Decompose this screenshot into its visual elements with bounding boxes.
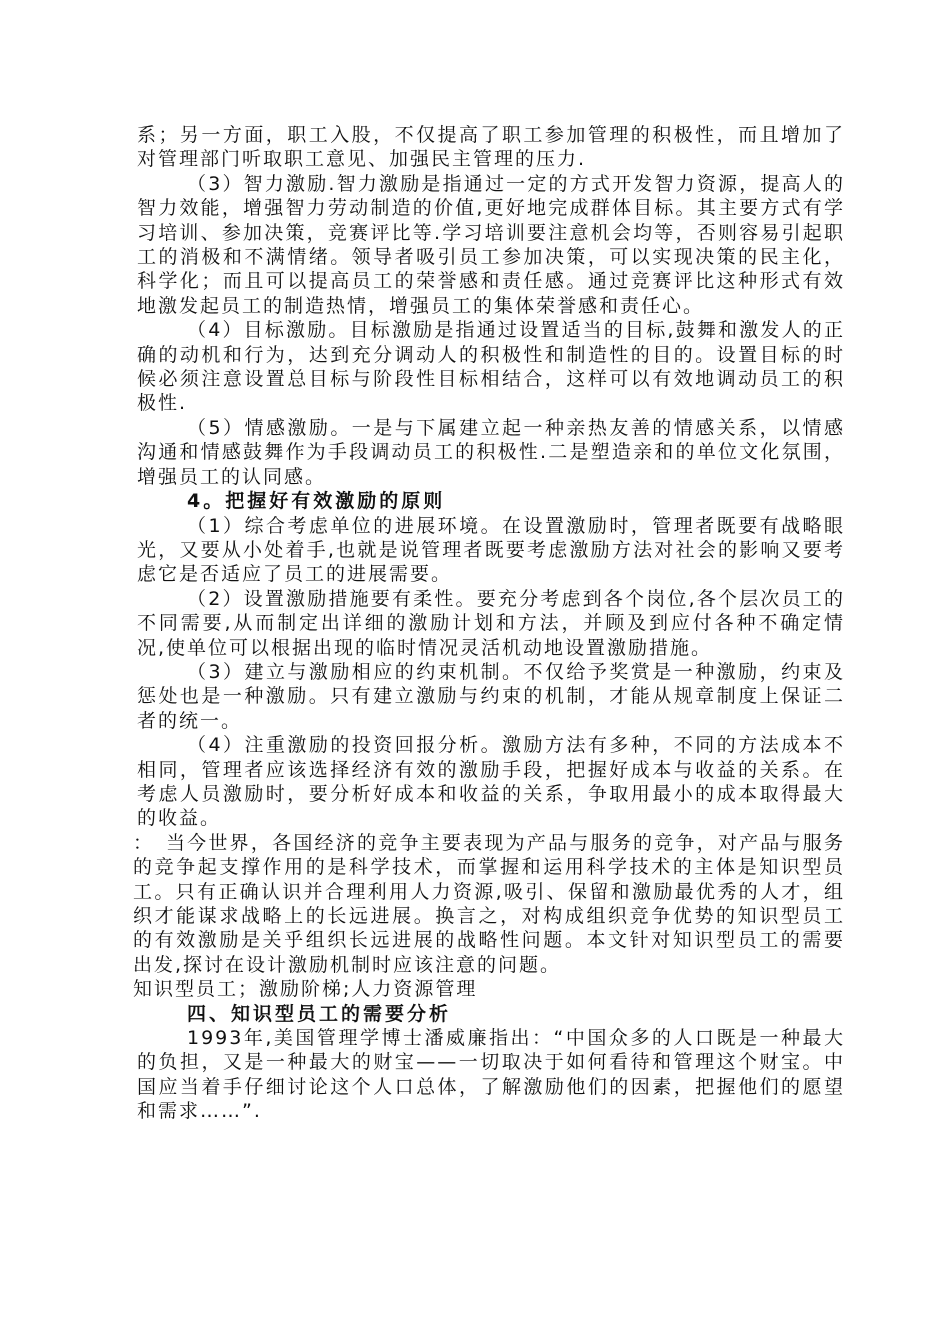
paragraph-principle-environment: （1）综合考虑单位的进展环境。在设置激励时，管理者既要有战略眼光，又要从小处着手,也就是说管理者既要考虑激励方法对社会的影响又要考虑它是否适应了员工的进展需要。 (137, 514, 845, 586)
paragraph-goal-incentive: （4）目标激励。目标激励是指通过设置适当的目标,鼓舞和激发人的正确的动机和行为，达到充分调动人的积极性和制造性的目的。设置目标的时候必须注意设置总目标与阶段性目标相结合，这样可以有效地调动员工的积极性. (137, 319, 845, 415)
paragraph-emotional-incentive: （5）情感激励。一是与下属建立起一种亲热友善的情感关系，以情感沟通和情感鼓舞作为手段调动员工的积极性.二是塑造亲和的单位文化氛围，增强员工的认同感。 (137, 416, 845, 488)
paragraph-principle-flexibility: （2）设置激励措施要有柔性。要充分考虑到各个岗位,各个层次员工的不同需要,从而制定出详细的激励计划和方法，并顾及到应付各种不确定情况,使单位可以根据出现的临时情况灵活机动地设置激励措施。 (137, 587, 845, 659)
document-body (133, 123, 845, 1124)
paragraph-principle-roi: （4）注重激励的投资回报分析。激励方法有多种，不同的方法成本不相同，管理者应该选择经济有效的激励手段，把握好成本与收益的关系。在考虑人员激励时，要分析好成本和收益的关系，争取用最小的成本取得最大的收益。 (137, 734, 845, 830)
paragraph-quote: 1993年,美国管理学博士潘威廉指出：“中国众多的人口既是一种最大的负担，又是一种最大的财宝——一切取决于如何看待和管理这个财宝。中国应当着手仔细讨论这个人口总体，了解激励他们的因素，把握他们的愿望和需求……”. (137, 1027, 845, 1123)
paragraph-continuation: 系；另一方面，职工入股，不仅提高了职工参加管理的积极性，而且增加了对管理部门听取职工意见、加强民主管理的压力. (137, 124, 845, 171)
section-heading-principles: 4。把握好有效激励的原则 (187, 490, 446, 513)
paragraph-intellectual-incentive: （3）智力激励.智力激励是指通过一定的方式开发智力资源，提高人的智力效能，增强智力劳动制造的价值,更好地完成群体目标。其主要方式有学习培训、参加决策，竞赛评比等.学习培训要注意机会均等，否则容易引起职工的消极和不满情绪。领导者吸引员工参加决策，可以实现决策的民主化，科学化；而且可以提高员工的荣誉感和责任感。通过竞赛评比这种形式有效地激发起员工的制造热情，增强员工的集体荣誉感和责任心。 (137, 172, 845, 317)
section-heading-needs-analysis: 四、知识型员工的需要分析 (187, 1002, 452, 1025)
paragraph-abstract: ： 当今世界，各国经济的竞争主要表现为产品与服务的竞争，对产品与服务的竞争起支撑作用的是科学技术，而掌握和运用科学技术的主体是知识型员工。只有正确认识并合理利用人力资源,吸引、保留和激励最优秀的人才，组织才能谋求战略上的长远进展。换言之，对构成组织竞争优势的知识型员工的有效激励是关乎组织长远进展的战略性问题。本文针对知识型员工的需要出发,探讨在设计激励机制时应该注意的问题。 (133, 831, 845, 976)
paragraph-keywords: 知识型员工；激励阶梯;人力资源管理 (133, 978, 478, 1001)
paragraph-principle-constraint: （3）建立与激励相应的约束机制。不仅给予奖赏是一种激励，约束及惩处也是一种激励。只有建立激励与约束的机制，才能从规章制度上保证二者的统一。 (137, 660, 845, 732)
